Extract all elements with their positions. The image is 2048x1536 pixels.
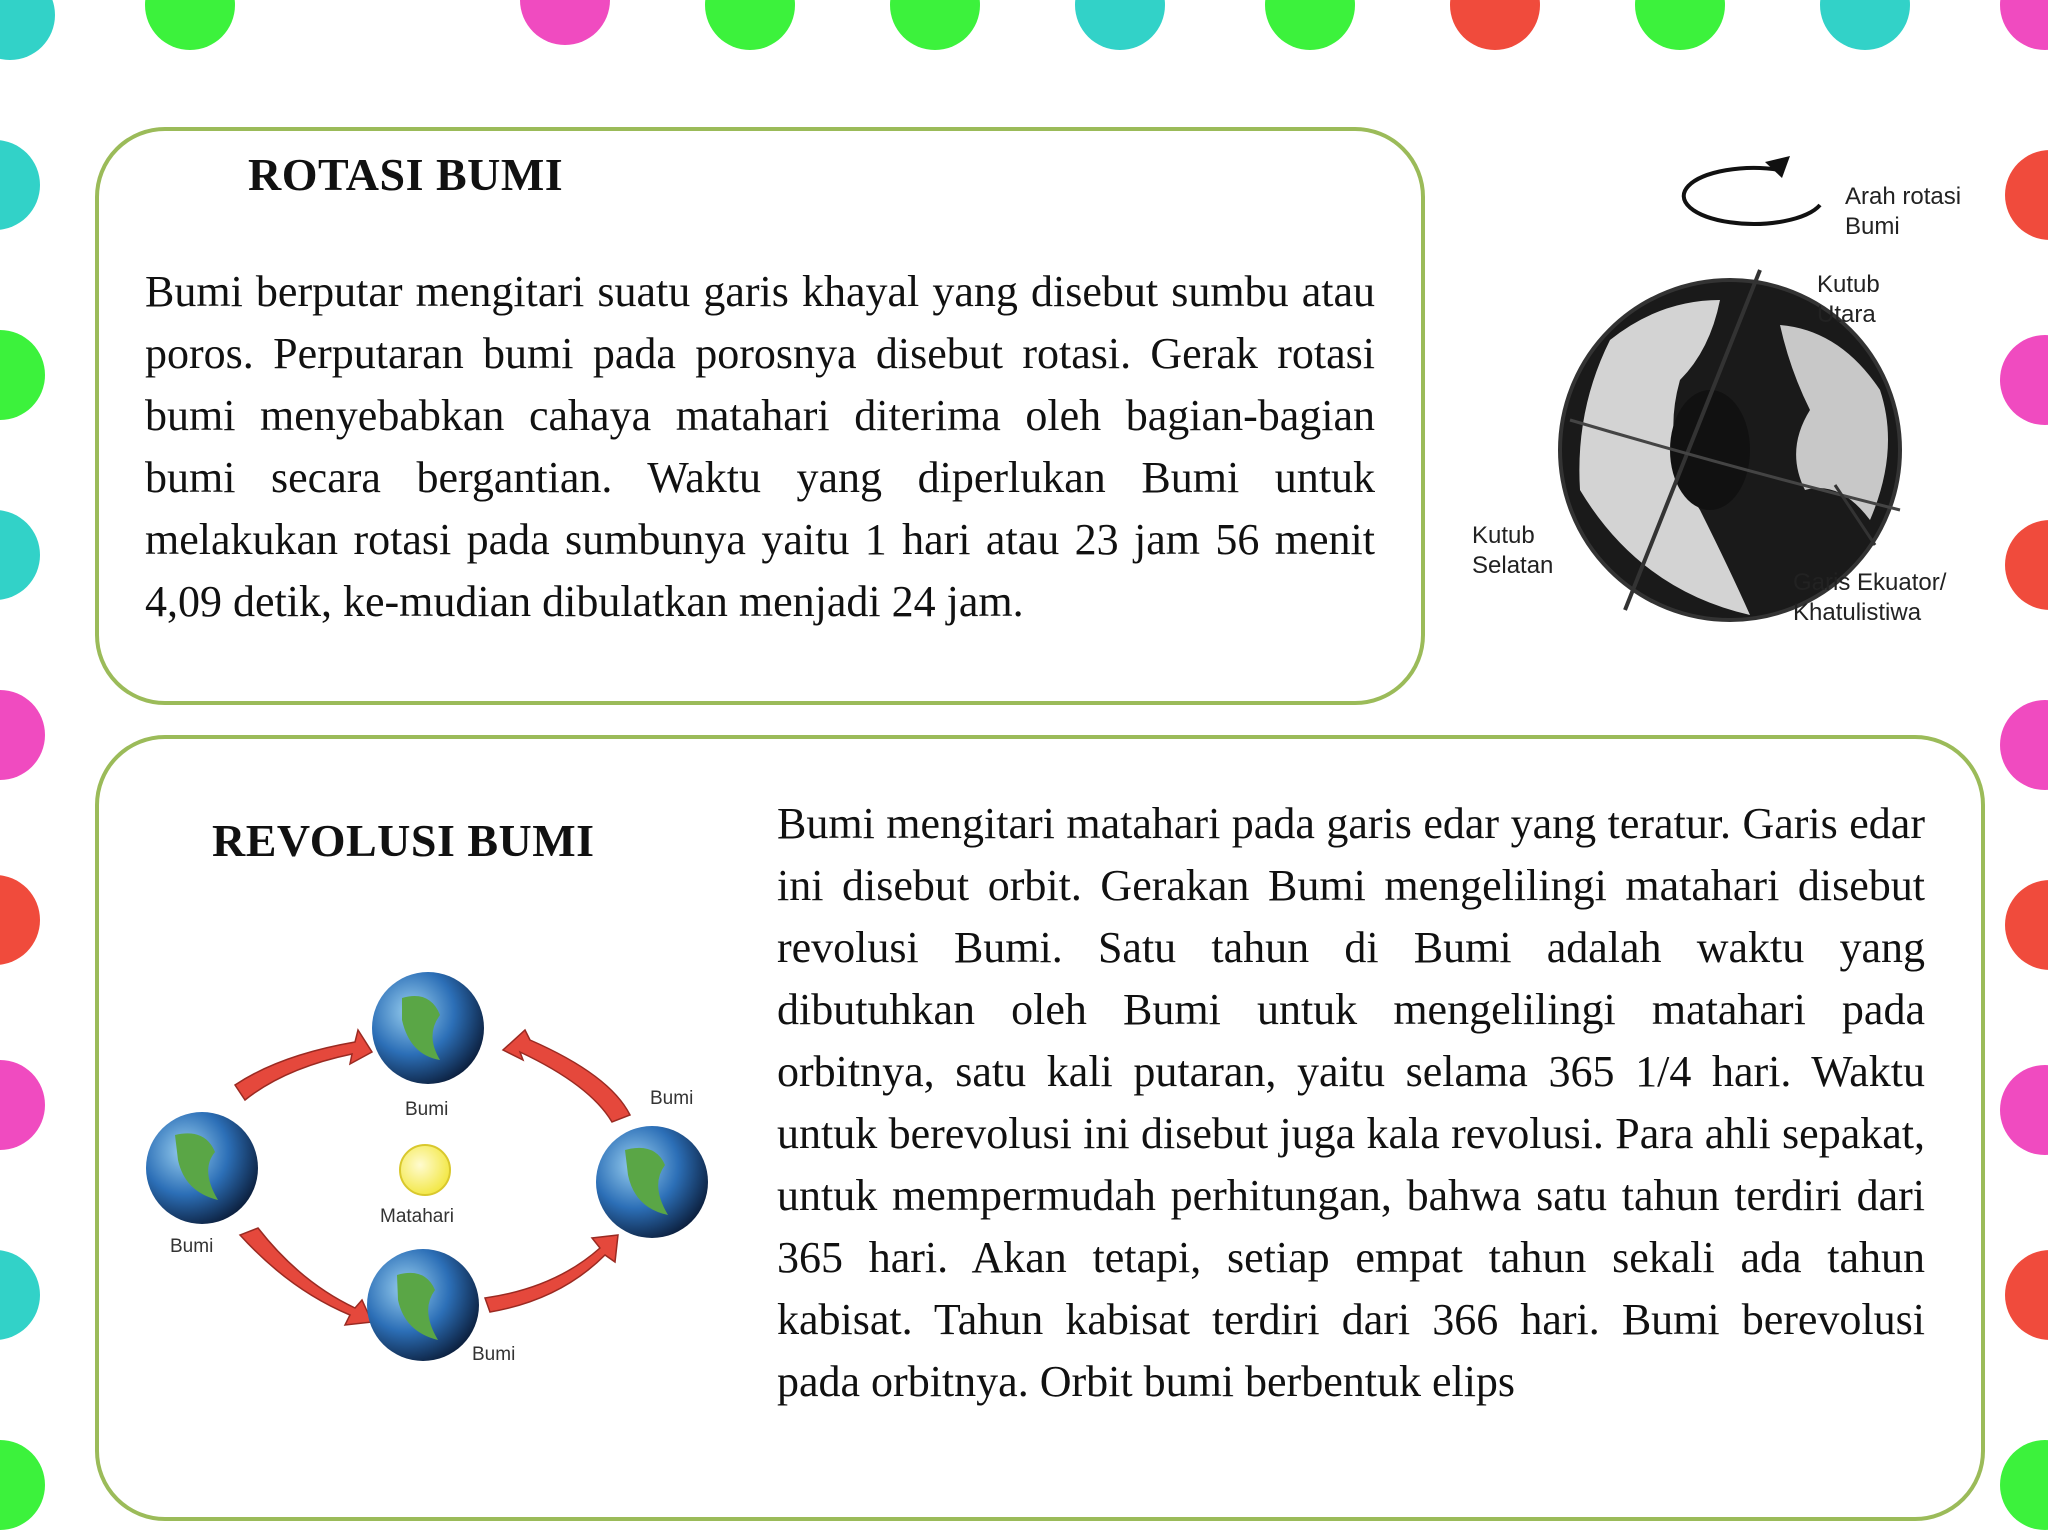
earth-bottom-icon (367, 1249, 479, 1361)
decor-dot (2005, 880, 2048, 970)
decor-dot (0, 330, 45, 420)
revolution-diagram (140, 960, 720, 1380)
bumi-right-label: Bumi (650, 1088, 694, 1109)
decor-dot (2005, 150, 2048, 240)
earth-left-icon (146, 1112, 258, 1224)
decor-dot (520, 0, 610, 45)
decor-dot (1265, 0, 1355, 50)
bumi-top-label: Bumi (405, 1099, 449, 1120)
matahari-label: Matahari (380, 1206, 454, 1227)
ekuator-label-1: Garis Ekuator/ (1793, 569, 1947, 596)
decor-dot (2000, 0, 2048, 50)
decor-dot (1450, 0, 1540, 50)
decor-dot (0, 510, 40, 600)
decor-dot (145, 0, 235, 50)
decor-dot (1635, 0, 1725, 50)
revolution-title: REVOLUSI BUMI (212, 815, 595, 866)
decor-dot (1075, 0, 1165, 50)
ekuator-label-2: Khatulistiwa (1793, 599, 1922, 626)
rotation-title: ROTASI BUMI (248, 149, 564, 200)
decor-dot (705, 0, 795, 50)
earth-right-icon (596, 1126, 708, 1238)
arah-rotasi-label-1: Arah rotasi (1845, 183, 1962, 210)
decor-dot (0, 1250, 40, 1340)
earth-top-icon (372, 972, 484, 1084)
rotation-diagram (1460, 150, 2000, 640)
kutub-selatan-label-2: Selatan (1472, 552, 1554, 579)
decor-dot (2000, 335, 2048, 425)
decor-dot (1820, 0, 1910, 50)
bumi-left-label: Bumi (170, 1236, 214, 1257)
decor-dot (0, 140, 40, 230)
decor-dot (2000, 1065, 2048, 1155)
rotation-arrow-icon (1684, 156, 1820, 224)
kutub-utara-label-2: Utara (1817, 301, 1876, 328)
decor-dot (2005, 520, 2048, 610)
bumi-bottom-label: Bumi (472, 1344, 516, 1365)
sun-icon (400, 1145, 450, 1195)
rotation-paragraph: Bumi berputar mengitari suatu garis khayal yang disebut sumbu atau poros. Perputaran bumi pada porosnya disebut rotasi. Gerak rotasi bumi menyebabkan cahaya matahari diterima oleh bagian-bagian bumi secara bergantian. Waktu yang diperlukan Bumi untuk melakukan rotasi pada sumbunya yaitu 1 hari atau 23 jam 56 menit 4,09 detik, ke-mudian dibulatkan menjadi 24 jam. (145, 267, 1375, 626)
decor-dot (2000, 700, 2048, 790)
decor-dot (890, 0, 980, 50)
decor-dot (2000, 1440, 2048, 1530)
decor-dot (0, 875, 40, 965)
revolution-paragraph: Bumi mengitari matahari pada garis edar yang teratur. Garis edar ini disebut orbit. Gerakan Bumi mengelilingi matahari disebut revolusi Bumi. Satu tahun di Bumi adalah waktu yang dibutuhkan oleh Bumi untuk mengelilingi matahari pada orbitnya, satu kali putaran, yaitu selama 365 1/4 hari. Waktu untuk berevolusi ini disebut juga kala revolusi. Para ahli sepakat, untuk mempermudah perhitungan, bahwa satu tahun terdiri dari 365 hari. Akan tetapi, setiap empat tahun sekali ada tahun kabisat. Tahun kabisat terdiri dari 366 hari. Bumi berevolusi pada orbitnya. Orbit bumi berbentuk elips (777, 799, 1925, 1406)
kutub-utara-label-1: Kutub (1817, 271, 1880, 298)
decor-dot (0, 0, 55, 60)
arah-rotasi-label-2: Bumi (1845, 213, 1900, 240)
decor-dot (0, 1060, 45, 1150)
decor-dot (2005, 1250, 2048, 1340)
decor-dot (0, 690, 45, 780)
kutub-selatan-label-1: Kutub (1472, 522, 1535, 549)
decor-dot (0, 1440, 45, 1530)
